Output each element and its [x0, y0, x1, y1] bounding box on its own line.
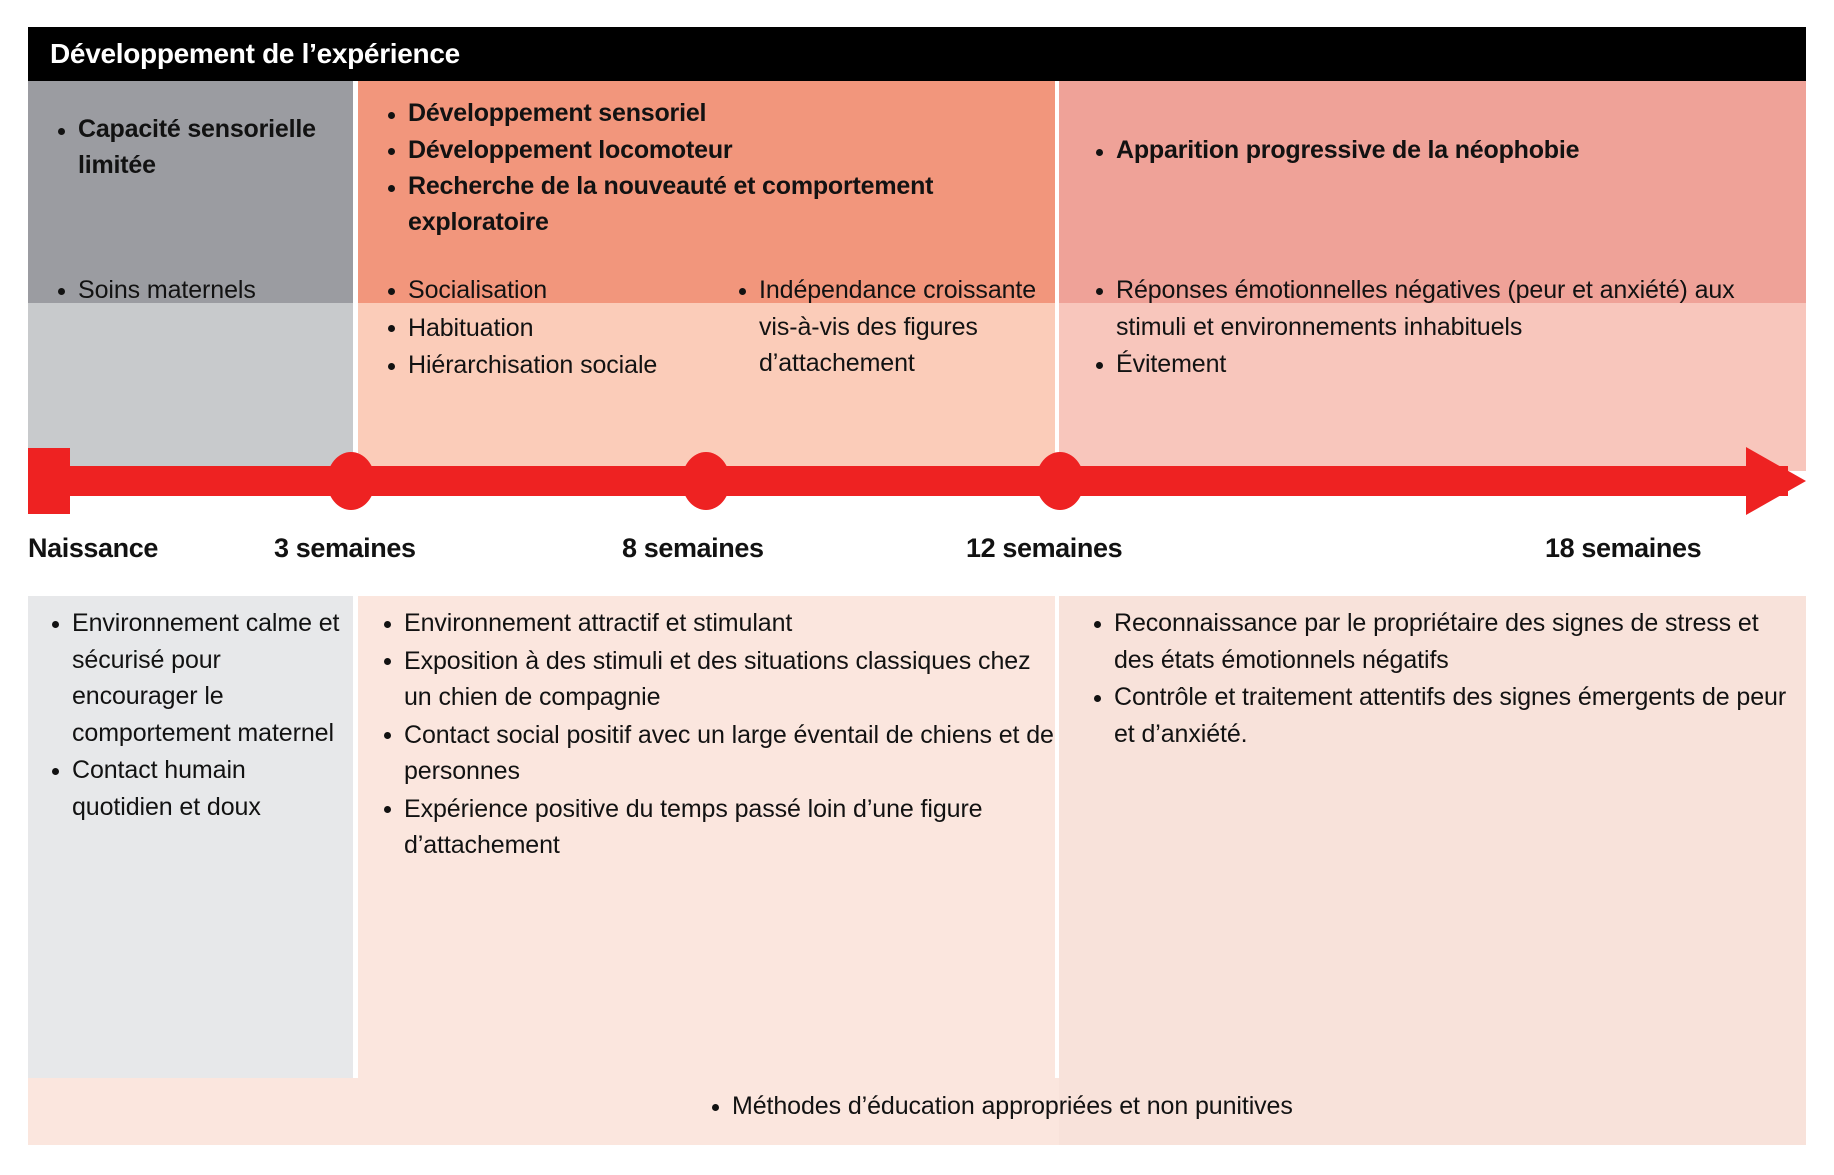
timeline-label-18-weeks: 18 semaines [1545, 533, 1702, 563]
list-item: Développement sensoriel [382, 96, 1062, 132]
list-item: Contact humain quotidien et doux [46, 752, 351, 825]
list-item: Habituation [382, 310, 752, 347]
column1-top-text [52, 112, 352, 184]
timeline-shaft [28, 466, 1788, 496]
column1-low-text [46, 605, 351, 826]
list-item: Expérience positive du temps passé loin d’une figure d’attachement [378, 791, 1058, 864]
column2-mid-text-a [382, 272, 752, 385]
column2-mid-text-b [733, 272, 1063, 383]
timeline-label-birth: Naissance [28, 533, 158, 563]
column1-mid-text [52, 272, 352, 310]
list-item: Apparition progressive de la néophobie [1090, 133, 1790, 169]
timeline-right-arrowhead-icon [1746, 447, 1806, 515]
column2-mid-list-a [382, 272, 752, 384]
timeline-label-12-weeks: 12 semaines [966, 533, 1123, 563]
timeline-marker-dot-3-weeks [327, 452, 375, 510]
header-bar [28, 27, 1806, 81]
list-item: Indépendance croissante vis-à-vis des figures d’attachement [733, 272, 1063, 382]
list-item: Réponses émotionnelles négatives (peur et anxiété) aux stimuli et environnements inhabituels [1090, 272, 1790, 345]
list-item: Exposition à des stimuli et des situations classiques chez un chien de compagnie [378, 643, 1058, 716]
timeline-marker-dot-8-weeks [682, 452, 730, 510]
column3-top-text [1090, 133, 1790, 170]
list-item: Reconnaissance par le propriétaire des signes de stress et des états émotionnels négatifs [1088, 605, 1788, 678]
column1-top-list [52, 112, 352, 183]
column2-low-text [378, 605, 1058, 865]
list-item: Environnement calme et sécurisé pour encourager le comportement maternel [46, 605, 351, 751]
column1-mid-band [28, 303, 353, 471]
column3-low-list [1088, 605, 1788, 752]
list-item: Développement locomoteur [382, 133, 1062, 169]
column1-low-list [46, 605, 351, 825]
timeline-label-3-weeks: 3 semaines [274, 533, 416, 563]
list-item: Recherche de la nouveauté et comportement exploratoire [382, 169, 1062, 240]
column3-low-text [1088, 605, 1788, 753]
footer-text [706, 1088, 1706, 1126]
list-item: Méthodes d’éducation appropriées et non punitives [706, 1088, 1706, 1125]
footer-list [706, 1088, 1706, 1125]
column3-top-list [1090, 133, 1790, 169]
column2-mid-list-b [733, 272, 1063, 382]
page-title: Développement de l’expérience [50, 38, 460, 69]
column3-mid-text [1090, 272, 1790, 384]
list-item: Environnement attractif et stimulant [378, 605, 1058, 642]
list-item: Socialisation [382, 272, 752, 309]
timeline-label-8-weeks: 8 semaines [622, 533, 764, 563]
column2-top-list [382, 96, 1062, 240]
column3-top-band [1059, 81, 1806, 303]
list-item: Soins maternels [52, 272, 352, 309]
column1-mid-list [52, 272, 352, 309]
list-item: Contact social positif avec un large éventail de chiens et de personnes [378, 717, 1058, 790]
column3-mid-list [1090, 272, 1790, 383]
list-item: Capacité sensorielle limitée [52, 112, 352, 183]
list-item: Évitement [1090, 346, 1790, 383]
list-item: Contrôle et traitement attentifs des signes émergents de peur et d’anxiété. [1088, 679, 1788, 752]
list-item: Hiérarchisation sociale [382, 347, 752, 384]
column2-top-text [382, 96, 1062, 241]
column2-low-list [378, 605, 1058, 864]
timeline-marker-dot-12-weeks [1036, 452, 1084, 510]
